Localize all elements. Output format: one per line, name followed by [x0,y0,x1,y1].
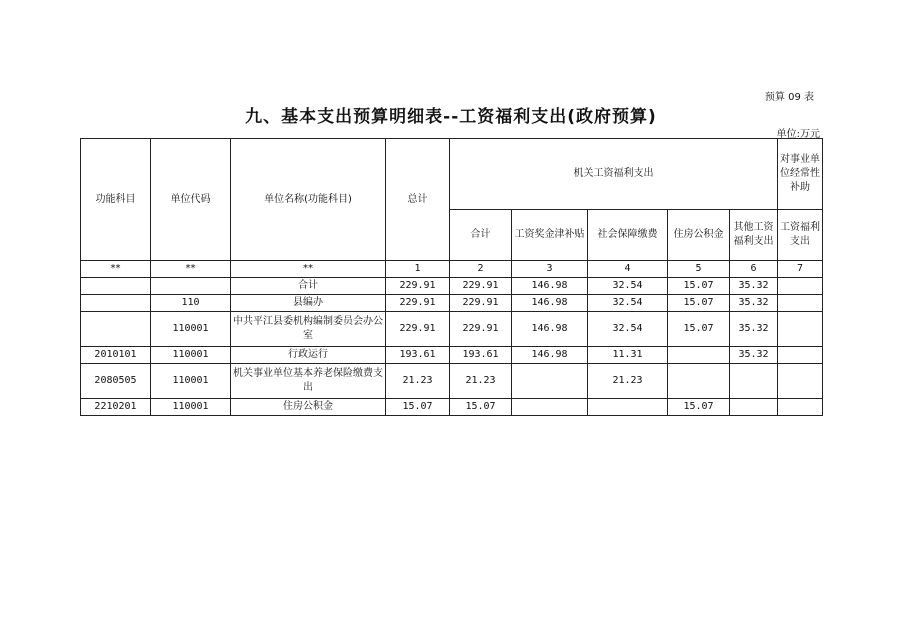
subsidy-cell [778,347,823,364]
index-cell: 5 [668,261,730,278]
header-housing-fund: 住房公积金 [668,210,730,261]
table-row [81,347,823,364]
subsidy-cell [778,364,823,399]
index-cell: 2 [450,261,512,278]
header-unit-code: 单位代码 [151,139,231,261]
total-cell: 193.61 [386,347,450,364]
subsidy-cell [778,399,823,416]
total-cell: 21.23 [386,364,450,399]
unit-name-cell: 中共平江县委机构编制委员会办公室 [231,312,386,347]
index-cell: 7 [778,261,823,278]
other-cell: 35.32 [730,312,778,347]
table-row [81,399,823,416]
housing-cell [668,364,730,399]
housing-cell: 15.07 [668,312,730,347]
social-cell: 32.54 [588,278,668,295]
unit-code-cell: 110001 [151,312,231,347]
form-number: 预算 09 表 [764,92,814,103]
subsidy-cell [778,295,823,312]
unit-name-cell: 机关事业单位基本养老保险缴费支出 [231,364,386,399]
other-cell [730,364,778,399]
total-cell: 229.91 [386,295,450,312]
sum-cell: 229.91 [450,312,512,347]
func-code-cell: 2210201 [81,399,151,416]
other-cell: 35.32 [730,347,778,364]
sum-cell: 15.07 [450,399,512,416]
unit-code-cell: 110001 [151,364,231,399]
table-row [81,312,823,347]
func-code-cell [81,278,151,295]
func-code-cell [81,312,151,347]
salary-cell: 146.98 [512,278,588,295]
other-cell: 35.32 [730,278,778,295]
other-cell [730,399,778,416]
header-total: 总计 [386,139,450,261]
social-cell [588,399,668,416]
table-row [81,278,823,295]
table-row [81,295,823,312]
social-cell: 21.23 [588,364,668,399]
index-row [81,261,823,278]
unit-code-cell [151,278,231,295]
index-cell: 1 [386,261,450,278]
index-cell: ** [81,261,151,278]
page-title: 九、基本支出预算明细表--工资福利支出(政府预算) [245,107,657,127]
index-cell: ** [231,261,386,278]
header-other-welfare: 其他工资福利支出 [730,210,778,261]
header-org-salary: 机关工资福利支出 [450,139,778,210]
func-code-cell: 2010101 [81,347,151,364]
header-subsidy-salary: 工资福利支出 [778,210,823,261]
unit-code-cell: 110001 [151,399,231,416]
salary-cell: 146.98 [512,347,588,364]
subsidy-cell [778,312,823,347]
total-cell: 15.07 [386,399,450,416]
index-cell: 6 [730,261,778,278]
social-cell: 32.54 [588,312,668,347]
header-sum: 合计 [450,210,512,261]
sum-cell: 21.23 [450,364,512,399]
sum-cell: 193.61 [450,347,512,364]
index-cell: 4 [588,261,668,278]
header-subsidy: 对事业单位经常性补助 [778,139,823,210]
unit-code-cell: 110 [151,295,231,312]
header-salary-bonus: 工资奖金津补贴 [512,210,588,261]
salary-cell [512,399,588,416]
index-cell: 3 [512,261,588,278]
func-code-cell [81,295,151,312]
housing-cell [668,347,730,364]
index-cell: ** [151,261,231,278]
social-cell: 32.54 [588,295,668,312]
housing-cell: 15.07 [668,399,730,416]
subsidy-cell [778,278,823,295]
header-social-insurance: 社会保障缴费 [588,210,668,261]
unit-name-cell: 合计 [231,278,386,295]
func-code-cell: 2080505 [81,364,151,399]
unit-code-cell: 110001 [151,347,231,364]
social-cell: 11.31 [588,347,668,364]
table-row [81,364,823,399]
header-unit-name: 单位名称(功能科目) [231,139,386,261]
salary-cell: 146.98 [512,295,588,312]
housing-cell: 15.07 [668,295,730,312]
other-cell: 35.32 [730,295,778,312]
header-func-subject: 功能科目 [81,139,151,261]
total-cell: 229.91 [386,278,450,295]
sum-cell: 229.91 [450,295,512,312]
salary-cell: 146.98 [512,312,588,347]
unit-label: 单位:万元 [776,129,820,140]
salary-cell [512,364,588,399]
total-cell: 229.91 [386,312,450,347]
housing-cell: 15.07 [668,278,730,295]
unit-name-cell: 行政运行 [231,347,386,364]
unit-name-cell: 县编办 [231,295,386,312]
sum-cell: 229.91 [450,278,512,295]
unit-name-cell: 住房公积金 [231,399,386,416]
budget-table [80,138,823,416]
